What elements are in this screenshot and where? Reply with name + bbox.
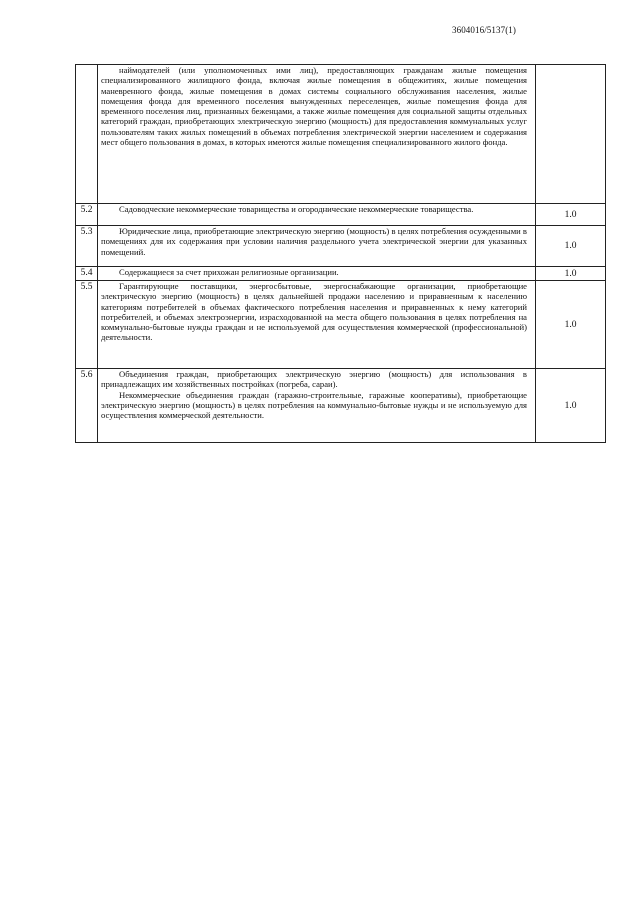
row-description — [98, 281, 536, 369]
row-number — [76, 65, 98, 204]
row-description — [98, 226, 536, 267]
row-description — [98, 267, 536, 281]
row-paragraph: Объединения граждан, приобретающих электрическую энергию (мощность) для использования в принадлежащих им хозяйственных постройках (погреба, сараи). — [101, 369, 527, 390]
table-row — [76, 281, 606, 369]
tariff-table — [75, 64, 606, 443]
row-number: 5.2 — [76, 204, 98, 226]
row-coefficient: 1.0 — [536, 369, 606, 443]
table-row — [76, 267, 606, 281]
row-paragraph: Гарантирующие поставщики, энергосбытовые, энергоснабжающие организации, приобретающие электрическую энергию (мощность) в целях дальнейшей продажи населению и приравненным к населению категориям потребителей в объемах фактического потребления населения и приравненных к нему категорий потребителей, и объемах электроэнергии, израсходованной на места общего пользования в целях потребления на коммунально-бытовые нужды граждан и не используемой для осуществления коммерческой (профессиональной) деятельности. — [101, 281, 527, 343]
table-row — [76, 369, 606, 443]
table-row — [76, 226, 606, 267]
row-description — [98, 369, 536, 443]
document-number: 3604016/5137(1) — [452, 25, 516, 35]
row-paragraph: наймодателей (или уполномоченных ими лиц), предоставляющих гражданам жилые помещения специализированного жилищного фонда, включая жилые помещения в общежитиях, жилые помещения маневренного фонда, жилые помещения в домах системы социального обслуживания населения, жилые помещения фонда для временного поселения вынужденных переселенцев, жилые помещения фонда для временного поселения лиц, признанных беженцами, а также жилые помещения для социальной защиты отдельных категорий граждан, приобретающих электрическую энергию (мощность) для предоставления коммунальных услуг пользователям таких жилых помещений в объемах потребления электрической энергии населением и содержания мест общего пользования в домах, в которых имеются жилые помещения специализированного жилого фонда. — [101, 65, 527, 148]
table-row — [76, 65, 606, 204]
row-description — [98, 204, 536, 226]
row-number: 5.4 — [76, 267, 98, 281]
row-paragraph: Садоводческие некоммерческие товарищества и огороднические некоммерческие товарищества. — [119, 204, 474, 214]
row-coefficient — [536, 65, 606, 204]
row-paragraph: Содержащиеся за счет прихожан религиозные организации. — [119, 267, 339, 277]
row-coefficient: 1.0 — [536, 204, 606, 226]
row-paragraph: Некоммерческие объединения граждан (гаражно-строительные, гаражные кооперативы), приобретающие электрическую энергию (мощность) в целях потребления на коммунально-бытовые нужды и не используемую для осуществления коммерческой деятельности. — [101, 389, 527, 421]
row-paragraph: Юридические лица, приобретающие электрическую энергию (мощность) в целях потребления осужденными в помещениях для их содержания при условии наличия раздельного учета электрической энергии для указанных помещений. — [101, 226, 527, 257]
row-coefficient: 1.0 — [536, 281, 606, 369]
row-coefficient: 1.0 — [536, 267, 606, 281]
row-description — [98, 65, 536, 204]
row-number: 5.5 — [76, 281, 98, 369]
table-row — [76, 204, 606, 226]
row-number: 5.3 — [76, 226, 98, 267]
row-coefficient: 1.0 — [536, 226, 606, 267]
row-number: 5.6 — [76, 369, 98, 443]
